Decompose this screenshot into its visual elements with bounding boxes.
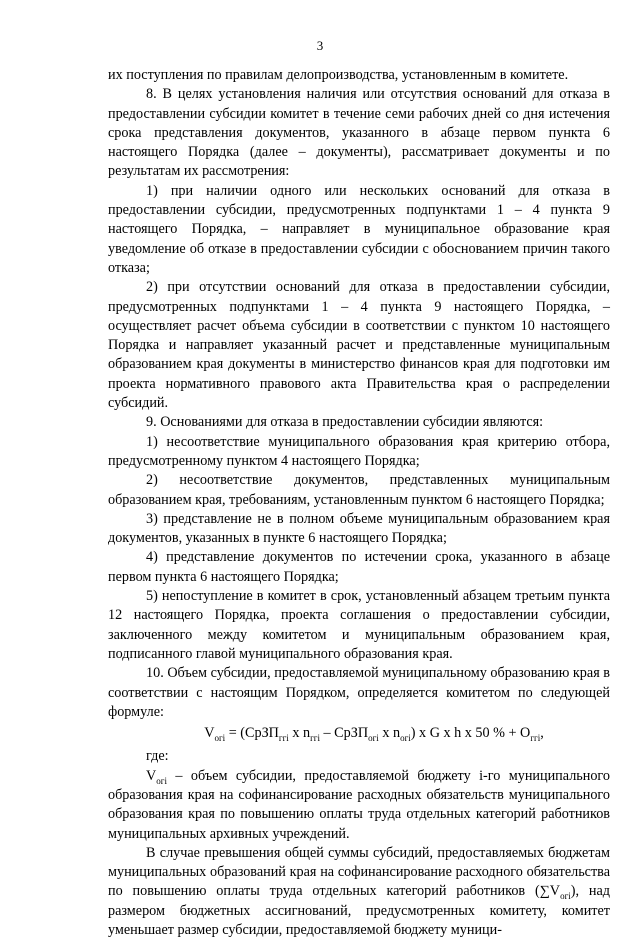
paragraph: 1) несоответствие муниципального образования края критерию отбора, предусмотренному пунктом 4 настоящего Порядка; — [108, 433, 610, 469]
last-paragraph: В случае превышения общей суммы субсидий, предоставляемых бюджетам муниципальных образований края на софинансирование расходного обязательства по повышению оплаты труда отдельных категорий работников $(\sum V_{огi})$, над размером бюджетных ассигнований, предусмотренных комитету, комитет уменьшает размер субсидии, предоставляемой бюджету муници- — [108, 844, 610, 939]
paragraph: 4) представление документов по истечении срока, указанного в абзаце первом пункта 6 настоящего Порядка; — [108, 549, 610, 585]
subsidy-formula: $V_{огi}$ = (СрЗП$_{ггi}$ x $n_{ггi}$ – СрЗП$_{огi}$ x $n_{огi}$) x G x h x 50 % + $O_{ггi}$, — [204, 725, 544, 743]
paragraph: 2) несоответствие документов, представленных муниципальным образованием края, требованиям, установленным пунктом 6 настоящего Порядка; — [108, 472, 610, 508]
page-number: 3 — [316, 38, 324, 53]
paragraph: 9. Основаниями для отказа в предоставлении субсидии являются: — [146, 414, 544, 431]
paragraph: их поступления по правилам делопроизводства, установленным в комитете. — [108, 67, 569, 83]
paragraph: 8. В целях установления наличия или отсутствия оснований для отказа в предоставлении субсидии комитет в течение семи рабочих дней со дня истечения срока представления документов, указанного в абзаце первом пункта 6 настоящего Порядка (далее – документы), рассматривает документы и по результатам их рассмотрения: — [108, 86, 610, 180]
document-body — [108, 66, 610, 940]
paragraph: 5) непоступление в комитет в срок, установленный абзацем третьим пункта 12 настоящего Порядка, проекта соглашения о предоставлении субсидии, заключенного между комитетом и муниципальным образованием края, подписанного главой муниципального образования края. — [108, 588, 610, 662]
paragraph-list — [108, 66, 610, 722]
paragraph: 10. Объем субсидии, предоставляемой муниципальному образованию края в соответствии с настоящим Порядком, определяется комитетом по следующей формуле: — [108, 665, 610, 720]
paragraph: 1) при наличии одного или нескольких оснований для отказа в предоставлении субсидии, предусмотренных подпунктами 1 – 4 пункта 9 настоящего Порядка, – направляет в муниципальное образование края уведомление об отказе в предоставлении субсидии с обоснованием причин такого отказа; — [108, 182, 610, 276]
variable-definition: $V_{огi}$ – объем субсидии, предоставляемой бюджету i-го муниципального образования края на софинансирование расходных обязательств муниципального образования края по повышению оплаты труда отдельных категорий работников муниципальных архивных учреждений. — [108, 767, 610, 842]
where-label: где: — [146, 748, 169, 765]
paragraph: 2) при отсутствии оснований для отказа в предоставлении субсидии, предусмотренных подпунктами 1 – 4 пункта 9 настоящего Порядка, – осуществляет расчет объема субсидии в соответствии с пунктом 10 настоящего Порядка и направляет указанный расчет и представленные муниципальным образованием края документы в министерство финансов края для подготовки им проекта нормативного правового акта Правительства края о распределении субсидий. — [108, 279, 610, 412]
paragraph: 3) представление не в полном объеме муниципальным образованием края документов, указанных в пункте 6 настоящего Порядка; — [108, 510, 610, 547]
